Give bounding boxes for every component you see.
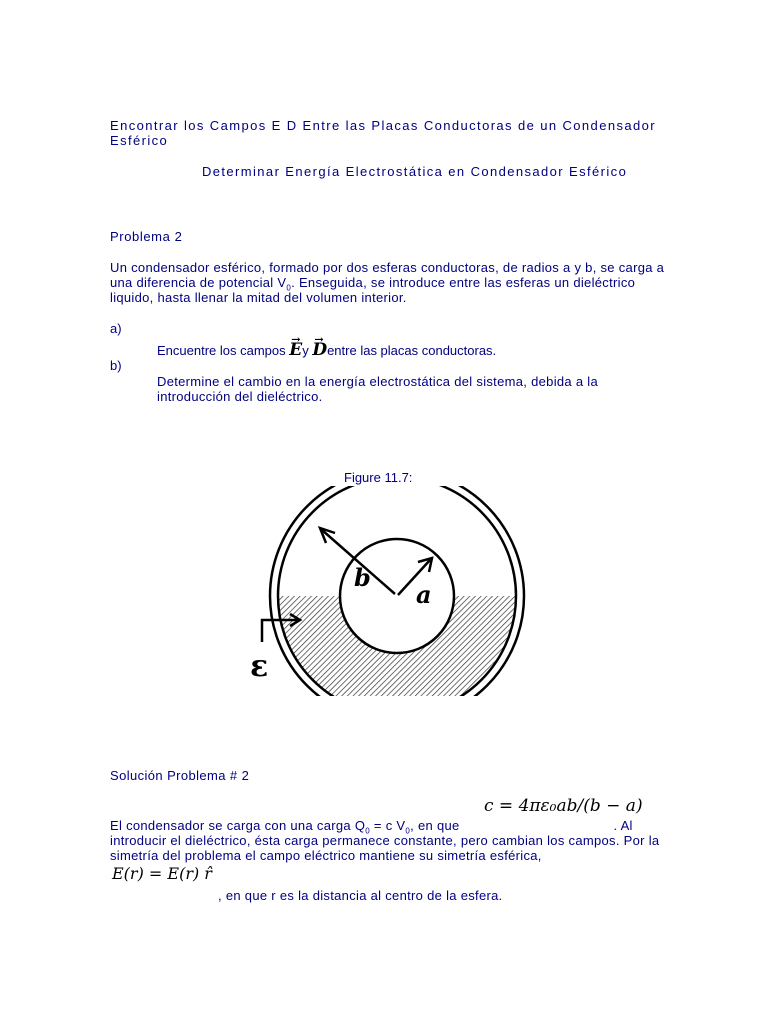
label-b: b [354, 563, 371, 592]
para-sub1: 0 [365, 826, 370, 836]
para-t4: . Al introducir el dieléctrico, ésta carga permanece constante, pero cambian los campos. Por la simetría del problema el campo eléctrico mantiene su simetría esférica, [110, 818, 660, 863]
item-a-post: entre las placas conductoras. [327, 343, 497, 358]
capacitance-equation: c = 4πε₀ab/(b − a) [484, 796, 643, 816]
intro-text-1: Un condensador esférico, formado por dos esferas conductoras, de radios a y b, se carga a una diferencia de potencial V [110, 260, 665, 290]
solution-title: Solución Problema # 2 [110, 768, 250, 783]
e-vector-symbol: → E [289, 343, 302, 358]
item-b-label: b) [110, 358, 122, 373]
capacitor-figure [240, 486, 540, 696]
intro-text-2: . Enseguida, se introduce entre las esferas un dieléctrico liquido, hasta llenar la mitad del volumen interior. [110, 275, 636, 305]
page-subheading: Determinar Energía Electrostática en Condensador Esférico [202, 164, 628, 179]
item-b-text: Determine el cambio en la energía electrostática del sistema, debida a la introducción del dieléctrico. [157, 374, 599, 404]
problem-title: Problema 2 [110, 229, 183, 244]
page-heading: Encontrar los Campos E D Entre las Placas Conductoras de un Condensador Esférico [110, 118, 656, 148]
d-vector-symbol: → D [312, 343, 327, 358]
para-t1: El condensador se carga con una carga Q [110, 818, 366, 833]
para-sub2: 0 [405, 826, 411, 836]
para-t3: , en que [410, 818, 464, 833]
intro-sub: 0 [286, 283, 292, 293]
para-t2: = c V [370, 818, 406, 833]
label-epsilon: ε [250, 649, 269, 684]
item-a-y: y [302, 343, 313, 358]
field-equation: E(r) = E(r) r̂ [112, 864, 212, 883]
figure-caption: Figure 11.7: [344, 470, 413, 485]
item-a-text [157, 340, 497, 360]
last-line: , en que r es la distancia al centro de la esfera. [218, 888, 503, 903]
solution-paragraph [110, 818, 690, 863]
item-a-pre: Encuentre los campos [157, 343, 290, 358]
problem-statement [110, 260, 670, 305]
item-a-label: a) [110, 321, 122, 336]
label-a: a [416, 580, 432, 609]
